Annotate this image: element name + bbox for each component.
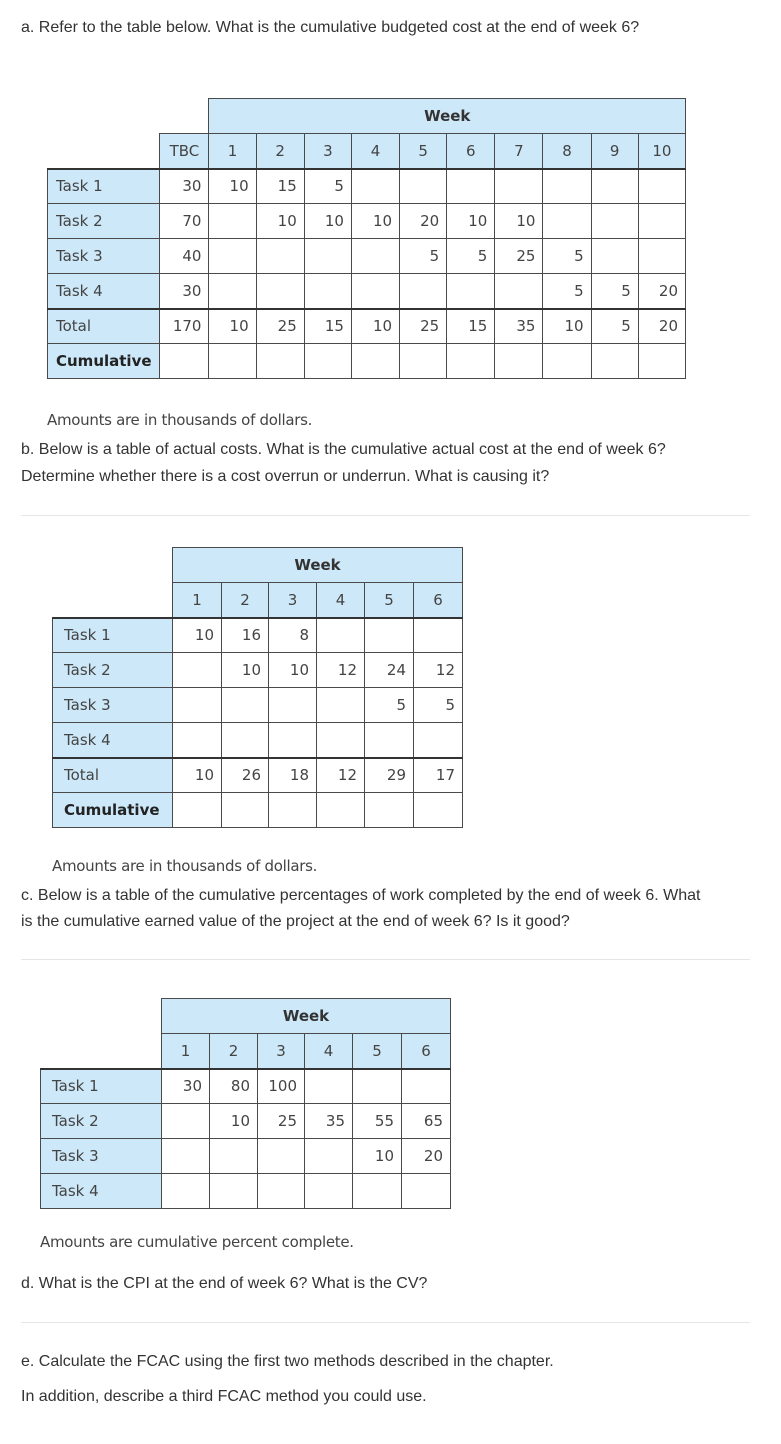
table-cell [414,618,463,653]
week-col-header: 8 [543,134,591,169]
table-cell [173,653,222,688]
question-b-line1: b. Below is a table of actual costs. What is the cumulative actual cost at the end of week 6? [21,441,666,458]
table-cell: 5 [591,309,638,344]
table-c-note: Amounts are cumulative percent complete. [40,1233,354,1251]
table-cell [256,239,304,274]
row-label: Task 2 [53,653,173,688]
row-label: Task 1 [41,1069,162,1104]
table-cell: 10 [173,758,222,793]
table-cell: 10 [222,653,269,688]
table-cell [400,344,447,379]
actual-cost-table [52,547,463,828]
table-row [48,169,686,204]
week-col-header: 1 [173,583,222,618]
table-cell [591,344,638,379]
table-cell [317,618,365,653]
table-cell: 29 [365,758,414,793]
table-cell [304,274,351,309]
table-cell: 10 [209,309,256,344]
row-label: Total [53,758,173,793]
question-c-line2: is the cumulative earned value of the project at the end of week 6? Is it good? [21,913,570,930]
table-a-note: Amounts are in thousands of dollars. [47,411,313,429]
table-cell [317,723,365,758]
table-cell: 10 [353,1139,402,1174]
table-cell [162,1104,210,1139]
table-cell [317,793,365,828]
week-header: Week [209,99,686,134]
row-label: Task 2 [48,204,160,239]
table-cell [210,1174,258,1209]
table-cell [447,344,495,379]
table-cell: 25 [258,1104,305,1139]
row-label: Task 3 [48,239,160,274]
table-cell: 10 [173,618,222,653]
table-cell: 16 [222,618,269,653]
week-col-header: 3 [258,1034,305,1069]
tbc-cell [160,344,209,379]
week-col-header: 2 [222,583,269,618]
table-row [53,793,463,828]
row-label: Task 3 [53,688,173,723]
row-label: Task 1 [53,618,173,653]
table-cell: 24 [365,653,414,688]
table-cell: 20 [638,309,685,344]
tbc-cell: 30 [160,274,209,309]
table-cell: 25 [495,239,543,274]
table-cell: 18 [269,758,317,793]
table-cell [400,274,447,309]
table-cell: 15 [447,309,495,344]
table-cell: 15 [256,169,304,204]
table-cell [638,169,685,204]
table-cell [543,169,591,204]
table-cell [222,723,269,758]
question-e-line2: In addition, describe a third FCAC method you could use. [21,1388,427,1405]
table-cell: 65 [402,1104,451,1139]
table-cell: 5 [447,239,495,274]
week-col-header: 9 [591,134,638,169]
table-row [48,239,686,274]
divider [21,515,750,516]
table-cell [495,344,543,379]
table-cell [173,723,222,758]
question-c-line1: c. Below is a table of the cumulative percentages of work completed by the end of week 6. What [21,887,701,904]
table-row [41,1174,451,1209]
table-cell [495,169,543,204]
table-cell [365,618,414,653]
table-row [53,688,463,723]
table-cell [543,204,591,239]
table-cell: 35 [305,1104,353,1139]
table-cell: 10 [304,204,351,239]
week-col-header: 2 [210,1034,258,1069]
table-cell [162,1174,210,1209]
week-col-header: 6 [402,1034,451,1069]
row-label: Task 4 [41,1174,162,1209]
table-cell: 20 [638,274,685,309]
table-cell: 10 [351,309,399,344]
table-cell: 35 [495,309,543,344]
table-cell: 10 [210,1104,258,1139]
row-label: Task 1 [48,169,160,204]
question-a: a. Refer to the table below. What is the cumulative budgeted cost at the end of week 6? [21,19,640,36]
table-row [53,723,463,758]
table-cell [591,204,638,239]
table-row [53,653,463,688]
divider [21,959,750,960]
table-cell: 12 [414,653,463,688]
table-cell [447,169,495,204]
table-cell: 26 [222,758,269,793]
table-row [41,1104,451,1139]
table-row [48,344,686,379]
week-col-header: 5 [400,134,447,169]
table-cell: 55 [353,1104,402,1139]
table-cell [353,1069,402,1104]
row-label: Task 3 [41,1139,162,1174]
table-cell: 15 [304,309,351,344]
row-label: Task 2 [41,1104,162,1139]
table-cell [269,688,317,723]
table-cell [402,1069,451,1104]
week-col-header: 2 [256,134,304,169]
table-cell: 5 [543,239,591,274]
table-cell: 10 [447,204,495,239]
week-col-header: 4 [351,134,399,169]
table-cell: 17 [414,758,463,793]
row-label: Cumulative [48,344,160,379]
table-cell [256,274,304,309]
table-cell: 10 [351,204,399,239]
question-d: d. What is the CPI at the end of week 6? What is the CV? [21,1275,428,1292]
table-cell: 10 [543,309,591,344]
table-cell [638,204,685,239]
week-col-header: 1 [209,134,256,169]
divider [21,1322,750,1323]
week-col-header: 6 [414,583,463,618]
week-col-header: 10 [638,134,685,169]
budget-table [47,98,686,379]
week-col-header: 7 [495,134,543,169]
table-cell [222,688,269,723]
tbc-cell: 30 [160,169,209,204]
table-cell: 5 [400,239,447,274]
tbc-cell: 40 [160,239,209,274]
table-cell [365,723,414,758]
table-cell: 80 [210,1069,258,1104]
table-cell [304,344,351,379]
table-row [53,618,463,653]
row-label: Cumulative [53,793,173,828]
table-cell: 5 [414,688,463,723]
table-cell: 20 [402,1139,451,1174]
week-col-header: 1 [162,1034,210,1069]
table-cell [258,1174,305,1209]
week-col-header: 4 [305,1034,353,1069]
table-cell [591,239,638,274]
week-col-header: 3 [269,583,317,618]
row-label: Task 4 [48,274,160,309]
table-cell [269,723,317,758]
table-cell [414,723,463,758]
table-cell [305,1139,353,1174]
table-cell: 5 [304,169,351,204]
table-cell [173,793,222,828]
week-col-header: 5 [353,1034,402,1069]
table-cell [495,274,543,309]
table-cell: 5 [543,274,591,309]
table-row [48,274,686,309]
table-row [53,758,463,793]
week-col-header: 3 [304,134,351,169]
table-cell [210,1139,258,1174]
table-cell [543,344,591,379]
question-b-line2: Determine whether there is a cost overrun or underrun. What is causing it? [21,468,550,485]
table-cell: 8 [269,618,317,653]
table-cell [351,274,399,309]
table-cell [173,688,222,723]
table-cell [209,344,256,379]
table-cell [256,344,304,379]
row-label: Total [48,309,160,344]
table-cell [351,344,399,379]
table-cell [317,688,365,723]
table-cell: 12 [317,653,365,688]
table-cell [209,239,256,274]
table-cell [402,1174,451,1209]
tbc-cell: 170 [160,309,209,344]
table-cell: 10 [209,169,256,204]
table-cell: 5 [591,274,638,309]
table-cell [305,1174,353,1209]
table-row [41,1069,451,1104]
table-cell [365,793,414,828]
table-cell [638,344,685,379]
table-cell [258,1139,305,1174]
table-cell: 5 [365,688,414,723]
table-row [41,1139,451,1174]
row-label: Task 4 [53,723,173,758]
table-cell [353,1174,402,1209]
table-cell [400,169,447,204]
table-cell [222,793,269,828]
table-cell: 10 [495,204,543,239]
percent-complete-table [40,998,451,1209]
table-cell [447,274,495,309]
week-col-header: 5 [365,583,414,618]
table-cell [351,239,399,274]
table-cell: 10 [256,204,304,239]
table-cell [414,793,463,828]
table-cell [305,1069,353,1104]
question-e-line1: e. Calculate the FCAC using the first two methods described in the chapter. [21,1353,554,1370]
table-cell [304,239,351,274]
table-row [48,204,686,239]
table-cell: 30 [162,1069,210,1104]
table-cell [591,169,638,204]
table-cell [162,1139,210,1174]
table-cell: 25 [256,309,304,344]
tbc-header: TBC [160,134,209,169]
table-b-note: Amounts are in thousands of dollars. [52,857,318,875]
table-cell: 20 [400,204,447,239]
table-row [48,309,686,344]
tbc-cell: 70 [160,204,209,239]
table-cell [209,274,256,309]
week-header: Week [173,548,463,583]
week-col-header: 6 [447,134,495,169]
table-cell [209,204,256,239]
week-col-header: 4 [317,583,365,618]
table-cell: 10 [269,653,317,688]
table-cell: 12 [317,758,365,793]
week-header: Week [162,999,451,1034]
table-cell [638,239,685,274]
table-cell: 100 [258,1069,305,1104]
table-cell: 25 [400,309,447,344]
table-cell [269,793,317,828]
table-cell [351,169,399,204]
